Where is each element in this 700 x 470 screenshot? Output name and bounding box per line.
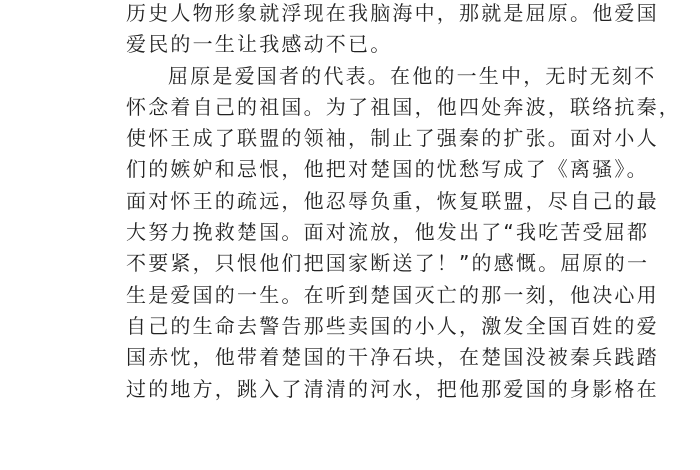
text-line: 国赤忱，他带着楚国的干净石块，在楚国没被秦兵践踏 [126, 345, 659, 370]
text-line: 历史人物形象就浮现在我脑海中，那就是屈原。他爱国 [126, 1, 659, 25]
text-line: 怀念着自己的祖国。为了祖国，他四处奔波，联络抗秦， [126, 94, 681, 119]
text-line: 自己的生命去警告那些卖国的小人，激发全国百姓的爱 [126, 313, 659, 338]
paragraph-first-line: 屈原是爱国者的代表。在他的一生中，无时无刻不 [168, 63, 657, 88]
essay-text [126, 0, 681, 405]
text-line: 们的嫉妒和忌恨，他把对楚国的忧愁写成了《离骚》。 [126, 157, 649, 182]
text-line: 爱民的一生让我感动不已。 [126, 32, 393, 57]
text-line: 过的地方，跳入了清清的河水，把他那爱国的身影格在 [126, 376, 659, 401]
text-line: 不要紧，只恨他们把国家断送了！”的感慨。屈原的一 [126, 251, 650, 276]
text-line: 使怀王成了联盟的领袖，制止了强秦的扩张。面对小人 [126, 126, 659, 151]
text-line: 生是爱国的一生。在听到楚国灭亡的那一刻，他决心用 [126, 282, 659, 307]
text-line: 面对怀王的疏远，他忍辱负重，恢复联盟，尽自己的最 [126, 188, 659, 213]
text-line: 大努力挽救楚国。面对流放，他发出了“我吃苦受屈都 [126, 220, 650, 245]
